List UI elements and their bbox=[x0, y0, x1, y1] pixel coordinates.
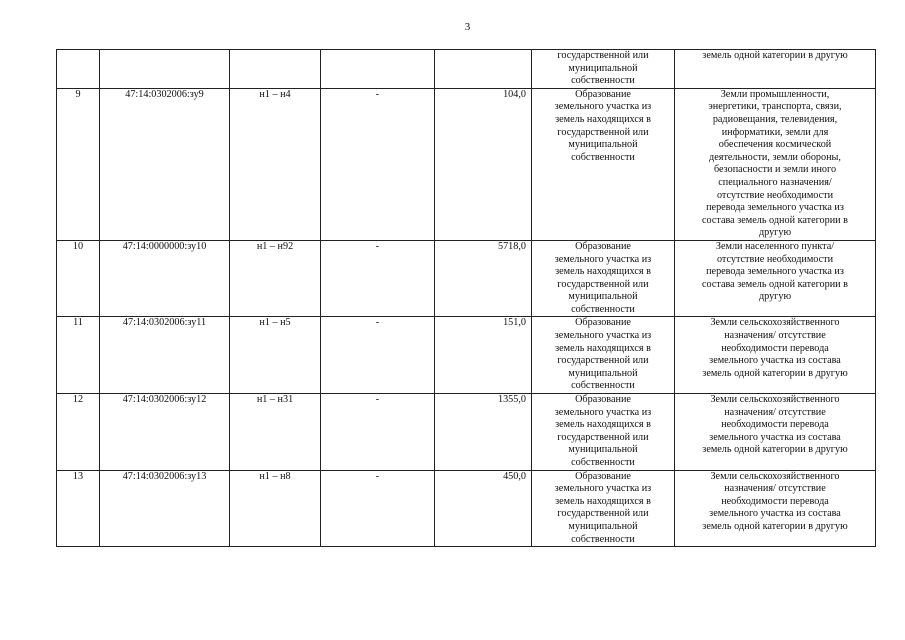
cell-points: н1 – н92 bbox=[230, 240, 321, 317]
cell-formation-type: государственной или муниципальной собственности bbox=[532, 50, 675, 89]
cell-area: 1355,0 bbox=[435, 394, 532, 471]
cell-formation-type: Образование земельного участка из земель находящихся в государственной или муниципальной собственности bbox=[532, 470, 675, 547]
cell-area bbox=[435, 50, 532, 89]
cell-cadastral-id bbox=[100, 50, 230, 89]
cell-land-category: Земли населенного пункта/ отсутствие необходимости перевода земельного участка из состава земель одной категории в другую bbox=[675, 240, 876, 317]
cell-dash: - bbox=[321, 88, 435, 240]
cell-area: 450,0 bbox=[435, 470, 532, 547]
table-row bbox=[57, 317, 876, 394]
cell-cadastral-id: 47:14:0302006:зу11 bbox=[100, 317, 230, 394]
cell-cadastral-id: 47:14:0302006:зу13 bbox=[100, 470, 230, 547]
cell-number: 12 bbox=[57, 394, 100, 471]
cell-points: н1 – н4 bbox=[230, 88, 321, 240]
cell-cadastral-id: 47:14:0000000:зу10 bbox=[100, 240, 230, 317]
cell-number: 13 bbox=[57, 470, 100, 547]
cell-number: 11 bbox=[57, 317, 100, 394]
cell-points bbox=[230, 50, 321, 89]
cell-dash: - bbox=[321, 317, 435, 394]
land-plots-table bbox=[56, 49, 876, 547]
cell-area: 5718,0 bbox=[435, 240, 532, 317]
cell-land-category: Земли сельскохозяйственного назначения/ отсутствие необходимости перевода земельного участка из состава земель одной категории в другую bbox=[675, 394, 876, 471]
cell-dash: - bbox=[321, 240, 435, 317]
cell-points: н1 – н5 bbox=[230, 317, 321, 394]
cell-number bbox=[57, 50, 100, 89]
table-row bbox=[57, 240, 876, 317]
table-row bbox=[57, 88, 876, 240]
cell-land-category: Земли промышленности, энергетики, транспорта, связи, радиовещания, телевидения, информатики, земли для обеспечения космической деятельности, земли обороны, безопасности и земли иного специального назначения/ отсутствие необходимости перевода земельного участка из состава земель одной категории в другую bbox=[675, 88, 876, 240]
cell-cadastral-id: 47:14:0302006:зу12 bbox=[100, 394, 230, 471]
table-row bbox=[57, 470, 876, 547]
cell-land-category: Земли сельскохозяйственного назначения/ отсутствие необходимости перевода земельного участка из состава земель одной категории в другую bbox=[675, 317, 876, 394]
cell-land-category: Земли сельскохозяйственного назначения/ отсутствие необходимости перевода земельного участка из состава земель одной категории в другую bbox=[675, 470, 876, 547]
continuation-row bbox=[57, 50, 876, 89]
cell-formation-type: Образование земельного участка из земель находящихся в государственной или муниципальной собственности bbox=[532, 88, 675, 240]
cell-dash: - bbox=[321, 470, 435, 547]
cell-formation-type: Образование земельного участка из земель находящихся в государственной или муниципальной собственности bbox=[532, 240, 675, 317]
cell-dash: - bbox=[321, 394, 435, 471]
cell-formation-type: Образование земельного участка из земель находящихся в государственной или муниципальной собственности bbox=[532, 317, 675, 394]
table-body bbox=[57, 50, 876, 547]
cell-cadastral-id: 47:14:0302006:зу9 bbox=[100, 88, 230, 240]
page-number: 3 bbox=[464, 21, 471, 33]
cell-formation-type: Образование земельного участка из земель находящихся в государственной или муниципальной собственности bbox=[532, 394, 675, 471]
cell-number: 9 bbox=[57, 88, 100, 240]
cell-points: н1 – н8 bbox=[230, 470, 321, 547]
cell-area: 104,0 bbox=[435, 88, 532, 240]
cell-dash bbox=[321, 50, 435, 89]
cell-points: н1 – н31 bbox=[230, 394, 321, 471]
cell-area: 151,0 bbox=[435, 317, 532, 394]
cell-number: 10 bbox=[57, 240, 100, 317]
table-row bbox=[57, 394, 876, 471]
cell-land-category: земель одной категории в другую bbox=[675, 50, 876, 89]
